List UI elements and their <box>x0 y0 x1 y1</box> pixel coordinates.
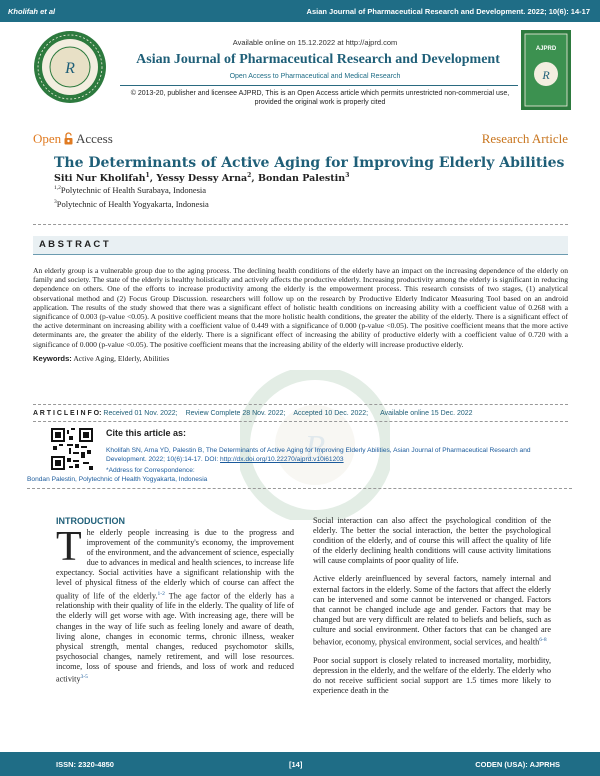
intro-column <box>56 524 295 685</box>
author-1: Siti Nur Kholifah <box>54 173 146 185</box>
intro-continuation: and the advancement of science, especially due to advances in medical and health sciences, to increase life expectancy. Social activities have a significant relationship with the level of physical fitness of the elderly which of course can affect the quality of life of the elderly. <box>56 548 295 601</box>
open-access-access: Access <box>75 131 113 146</box>
intro-first-lines: he elderly people increasing is due to the progress and improvement of the community's economy, the improvement of the environment, <box>86 528 294 558</box>
intro-dropcap: T <box>56 524 82 570</box>
open-access-badge <box>33 131 113 149</box>
copyright-notice: © 2013-20, publisher and licensee AJPRD, This is an Open Access article which permits unrestricted non-commercial use, provided the original work is properly cited <box>130 90 510 106</box>
article-info-line <box>33 410 573 417</box>
right-column <box>313 516 551 696</box>
intro-paragraph <box>56 524 295 685</box>
online-date: Available online 15 Dec. 2022 <box>380 410 473 417</box>
abstract-text: An elderly group is a vulnerable group due to the aging process. The declining health conditions of the elderly have an impact on the increasing dependence of the elderly on family and society. The state of the elderly is healthy holistically and actively affects the productive elderly. Increasing productivity among the elderly is significant in reducing dependence on others. One of the efforts to increase productivity among the elderly is the empowerment process. This research consists of two stages, (1) analytical observational method and (2) Focus Group Discussion. researchers will follow up on the research by Productive Elderly Indicator Measuring Tool based on an android application. The results of the study showed that there was a significant effect of holistic health conditions on increasing ability with a coefficient value of 0.268 with a significance of 0.003 (p-value <0.05). A positive coefficient means that the more holistic health conditions, the greater the ability of the elderly. There is a significant effect of the active determinant on increasing ability with a coefficient value of 0.449 with a significance of 0.000 (p-value <0.05). The positive coefficient means that the more active determinants are, the greater the ability of the elderly. There is a significant effect of increasing the ability of productive elderly with a coefficient value of 0.720 with a significance of 0.000 (p-value <0.05). The positive coefficient means that the increasing ability of the elderly will increase productive elderly. <box>33 266 568 349</box>
abstract-heading-bar <box>33 236 568 255</box>
footer-issn: ISSN: 2320-4850 <box>56 760 114 769</box>
right-paragraph-2 <box>313 574 551 647</box>
keywords-line <box>33 354 568 363</box>
review-date: Review Complete 28 Nov. 2022; <box>185 410 286 417</box>
available-online-line: Available online on 15.12.2022 at http://ajprd.com <box>232 38 398 47</box>
affiliation-1 <box>54 185 206 195</box>
running-header-journal: Asian Journal of Pharmaceutical Research and Development. 2022; 10(6): 14-17 <box>306 7 590 16</box>
cite-heading: Cite this article as: <box>106 428 187 438</box>
article-info-label: A R T I C L E I N F O: <box>33 410 102 417</box>
journal-name: Asian Journal of Pharmaceutical Research and Development <box>136 52 500 67</box>
right-paragraph-2-text: Active elderly areinfluenced by several factors, namely internal and external factors in the elderly. Some of the factors that affect the elderly can be intervened and some cannot be intervened or changed. Factors that cannot be changed include age and gender. Factors that may be changed but are very difficult are related to beliefs and beliefs, such as culture and social environment. Other factors that can be changed are behavior, economy, physical environment, social services, and health <box>313 574 551 647</box>
journal-round-logo-icon <box>33 30 107 104</box>
svg-text:R: R <box>304 429 326 466</box>
author-2: Yessy Dessy Arna <box>156 173 248 185</box>
author-block-divider <box>33 224 568 225</box>
author-3: Bondan Palestin <box>257 173 346 185</box>
article-title: The Determinants of Active Aging for Improving Elderly Abilities <box>54 155 565 171</box>
intro-ref-2[interactable]: 3-5 <box>80 674 88 681</box>
affiliation-2 <box>54 199 209 209</box>
article-type: Research Article <box>481 131 568 146</box>
svg-text:R: R <box>542 68 550 82</box>
citation-block <box>106 446 561 464</box>
affiliation-2-text: Polytechnic of Health Yogyakarta, Indonesia <box>56 199 209 209</box>
running-header-authors: Kholifah et al <box>8 7 56 16</box>
intro-heading: INTRODUCTION <box>56 516 125 526</box>
article-info-top-rule <box>33 404 568 405</box>
correspondence-label: *Address for Correspondence: <box>106 467 195 474</box>
open-access-open: Open <box>33 131 62 146</box>
running-header <box>0 0 600 22</box>
citation-text: Kholifah SN, Arna YD, Palestin B, The Determinants of Active Aging for Improving Elderly Abilities, Asian Journal of Pharmaceutical Research and Development. 2022; 10(6):14-17. <box>106 447 531 463</box>
watermark-logo <box>240 370 390 520</box>
cover-letters: AJPRD <box>535 46 557 52</box>
keywords: Active Aging, Elderly, Abilities <box>73 353 170 363</box>
article-info-bottom-rule <box>33 421 568 422</box>
author-2-sup: 2 <box>247 172 252 179</box>
journal-tagline: Open Access to Pharmaceutical and Medical Research <box>229 73 401 80</box>
affiliation-2-sup: 3 <box>54 199 57 206</box>
right-ref-1[interactable]: 6-8 <box>539 637 547 644</box>
keywords-label: Keywords: <box>33 353 72 363</box>
footer-coden: CODEN (USA): AJPRHS <box>475 760 560 769</box>
qr-code-icon[interactable] <box>51 428 93 470</box>
received-date: Received 01 Nov. 2022; <box>103 410 178 417</box>
author-3-sup: 3 <box>345 172 350 179</box>
page-footer <box>0 752 600 776</box>
affiliation-1-text: Polytechnic of Health Surabaya, Indonesia <box>60 185 207 195</box>
right-paragraph-3: Poor social support is closely related to increased mortality, morbidity, depression in the elderly, and the welfare of the elderly. The elderly who do not receive sufficient social support are 1.5 times more likely to experience death in the <box>313 655 551 696</box>
affiliation-1-sup: 1,2 <box>54 185 61 192</box>
footer-page: [14] <box>289 760 303 769</box>
author-line: Siti Nur Kholifah$^1$, Yessy Dessy Arna$^2$, Bondan Palestin$^3$ <box>54 172 350 185</box>
accepted-date: Accepted 10 Dec. 2022; <box>293 410 369 417</box>
svg-text:R: R <box>65 60 75 77</box>
intro-continuation-2: The age factor of the elderly has a relationship with their quality of life in the elderly. The quality of life of the elderly will get worse with age. With increasing age, there will be changes in the way of life such as feeling lonely and aware of death, living alone, changes in economic terms, chronic illness, weaker physical strength, mental changes, reduced psychomotor skills, psychosocial changes, namely retirement, and will lose resources. income, loss of spouse and friends, and loss of work and reduced activity <box>56 591 294 684</box>
right-paragraph-1: Social interaction can also affect the psychological condition of the elderly. The better the social interaction, the better the psychological condition of the elderly, and of course this will affect the quality of life of the elderly declining health conditions will cause activity limitations will cause complaints of poor quality of life. <box>313 516 551 566</box>
abstract-heading: A B S T R A C T <box>39 239 109 250</box>
header-divider <box>120 85 518 86</box>
journal-cover-icon <box>521 30 571 110</box>
doi-label: DOI: <box>204 456 219 463</box>
correspondence-text: Bondan Palestin, Polytechnic of Health Yogyakarta, Indonesia <box>27 476 208 483</box>
intro-ref-1[interactable]: 1-2 <box>157 590 165 597</box>
open-access-lock-icon <box>64 132 73 149</box>
doi-link[interactable]: http://dx.doi.org/10.22270/ajprd.v10i61203 <box>220 456 344 463</box>
cite-bottom-rule <box>27 488 572 489</box>
abstract-body <box>33 266 568 363</box>
author-1-sup: 1 <box>145 172 150 179</box>
